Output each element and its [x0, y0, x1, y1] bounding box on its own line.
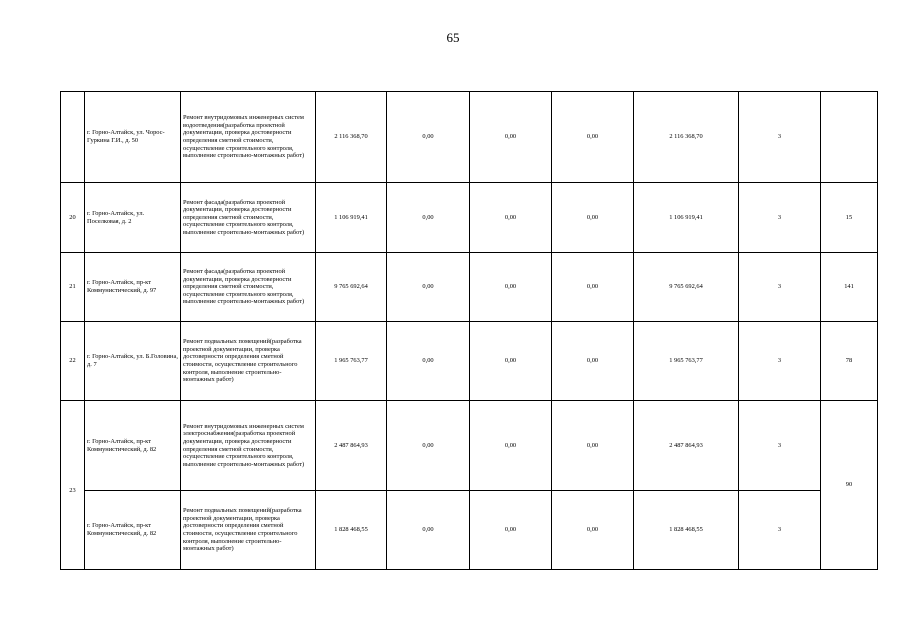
term-cell: 3: [739, 401, 821, 491]
work-type-cell: Ремонт фасада(разработка проектной документации, проверка достоверности определения сметной стоимости, осуществление строительного контроля, выполнение строительно-монтажных работ): [181, 183, 316, 253]
value-cell: 0,00: [552, 253, 634, 322]
value-cell: 0,00: [470, 92, 552, 183]
value-cell: 0,00: [470, 183, 552, 253]
table-row: [61, 92, 878, 183]
value-cell: 0,00: [387, 322, 470, 401]
address-cell: г. Горно-Алтайск, ул. Поселковая, д. 2: [85, 183, 181, 253]
total-cost-cell: 1 965 763,77: [316, 322, 387, 401]
row-number: [61, 401, 85, 570]
value-cell: 0,00: [552, 92, 634, 183]
row-number: 21: [61, 253, 85, 322]
work-type-cell: Ремонт фасада(разработка проектной документации, проверка достоверности определения сметной стоимости, осуществление строительного контроля, выполнение строительно-монтажных работ): [181, 253, 316, 322]
row-number: [61, 92, 85, 183]
table-row: [61, 253, 878, 322]
value-cell: 0,00: [552, 401, 634, 491]
value-cell: 0,00: [470, 253, 552, 322]
term-cell: 3: [739, 92, 821, 183]
value-cell: 0,00: [387, 253, 470, 322]
total-cost-cell: 9 765 692,64: [316, 253, 387, 322]
value-cell: 0,00: [387, 92, 470, 183]
address-cell: г. Горно-Алтайск, пр-кт Коммунистический, д. 82: [85, 401, 181, 491]
table-row: [61, 183, 878, 253]
total-cost-cell: 1 828 468,55: [316, 491, 387, 570]
work-type-cell: Ремонт подвальных помещений(разработка проектной документации, проверка достоверности определения сметной стоимости, осуществление строительного контроля, выполнение строительно-монтажных работ): [181, 491, 316, 570]
owners-funds-cell: 1 828 468,55: [634, 491, 739, 570]
row-number: 22: [61, 322, 85, 401]
work-type-cell: Ремонт внутридомовых инженерных систем водоотведения(разработка проектной документации, проверка достоверности определения сметной стоимости, осуществление строительного контроля, выполнение строительно-монтажных работ): [181, 92, 316, 183]
address-cell: г. Горно-Алтайск, ул. Чорос-Гуркина Г.И., д. 50: [85, 92, 181, 183]
value-cell: 0,00: [387, 183, 470, 253]
page-number: 65: [446, 30, 460, 45]
extra-cell: [821, 92, 878, 183]
value-cell: 0,00: [470, 322, 552, 401]
owners-funds-cell: 9 765 692,64: [634, 253, 739, 322]
table-row: [61, 401, 878, 491]
term-cell: 3: [739, 253, 821, 322]
value-cell: 0,00: [552, 322, 634, 401]
address-cell: г. Горно-Алтайск, ул. Б.Головина, д. 7: [85, 322, 181, 401]
term-cell: 3: [739, 183, 821, 253]
total-cost-cell: 2 487 864,93: [316, 401, 387, 491]
total-cost-cell: 2 116 368,70: [316, 92, 387, 183]
row-number: 20: [61, 183, 85, 253]
term-cell: 3: [739, 322, 821, 401]
value-cell: 0,00: [552, 491, 634, 570]
repair-program-table: [60, 91, 878, 570]
total-cost-cell: 1 106 919,41: [316, 183, 387, 253]
term-cell: 3: [739, 491, 821, 570]
extra-cell: 141: [821, 253, 878, 322]
owners-funds-cell: 1 965 763,77: [634, 322, 739, 401]
work-type-cell: Ремонт подвальных помещений(разработка проектной документации, проверка достоверности определения сметной стоимости, осуществление строительного контроля, выполнение строительно-монтажных работ): [181, 322, 316, 401]
owners-funds-cell: 2 487 864,93: [634, 401, 739, 491]
table-row: [61, 491, 878, 570]
value-cell: 0,00: [552, 183, 634, 253]
extra-cell: 15: [821, 183, 878, 253]
address-cell: г. Горно-Алтайск, пр-кт Коммунистический, д. 82: [85, 491, 181, 570]
extra-cell: 78: [821, 322, 878, 401]
work-type-cell: Ремонт внутридомовых инженерных систем электроснабжения(разработка проектной документации, проверка достоверности определения сметной стоимости, осуществление строительного контроля, выполнение строительно-монтажных работ): [181, 401, 316, 491]
owners-funds-cell: 2 116 368,70: [634, 92, 739, 183]
owners-funds-cell: 1 106 919,41: [634, 183, 739, 253]
row-number-label: 23: [69, 487, 76, 495]
value-cell: 0,00: [387, 401, 470, 491]
value-cell: 0,00: [470, 491, 552, 570]
extra-cell: 90: [821, 401, 878, 570]
value-cell: 0,00: [387, 491, 470, 570]
value-cell: 0,00: [470, 401, 552, 491]
address-cell: г. Горно-Алтайск, пр-кт Коммунистический, д. 97: [85, 253, 181, 322]
table-row: [61, 322, 878, 401]
